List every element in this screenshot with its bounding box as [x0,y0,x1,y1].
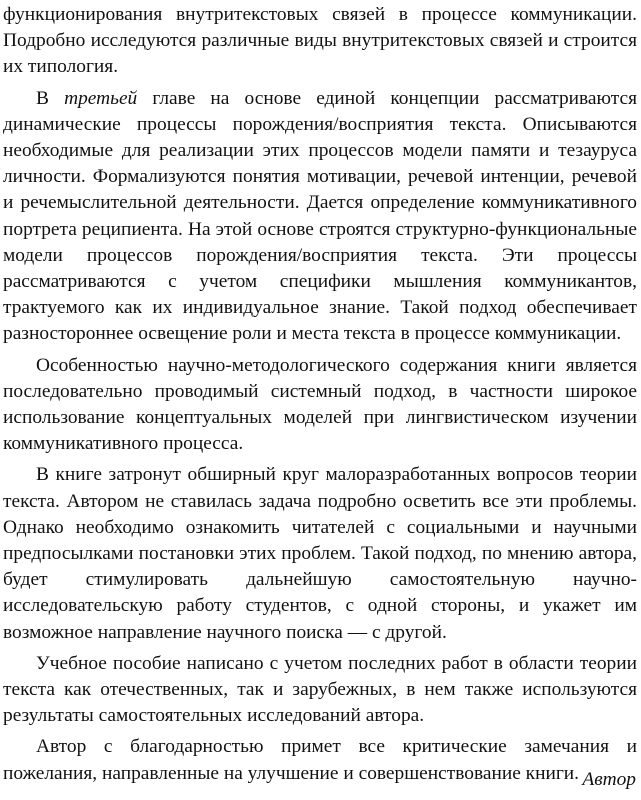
paragraph-sources: Учебное пособие написано с учетом последних работ в области теории текста как отечественных, так и зарубежных, в нем также используются результаты самостоятельных исследований автора. [3,652,637,727]
paragraph-text: В [36,87,65,109]
paragraph-issues: В книге затронут обширный круг малоразработанных вопросов теории текста. Автором не ставилась задача подробно осветить все эти проблемы. Однако необходимо ознакомить читателей с социальными и научными предпосылками постановки этих проблем. Такой подход, по мнению автора, будет стимулировать дальнейшую самостоятельную научно-исследовательскую работу студентов, с одной стороны, и укажет им возможное направление научного поиска — с другой. [3,464,637,643]
paragraph-continuation: функционирования внутритекстовых связей в процессе коммуникации. Подробно исследуются различные виды внутритекстовых связей и строится их типология. [3,4,637,78]
paragraph-third-chapter [3,86,637,348]
author-signature: Автор [582,769,636,790]
document-page [3,0,637,787]
paragraph-gratitude: Автор с благодарностью примет все критические замечания и пожелания, направленные на улучшение и совершенствование книги. [3,736,637,784]
paragraph-methodology: Особенностью научно-методологического содержания книги является последовательно проводимый системный подход, в частности широкое использование концептуальных моделей при лингвистическом изучении коммуникативного процесса. [3,354,637,455]
paragraph-text: главе на основе единой концепции рассматриваются динамические процессы порождения/восприятия текста. Описываются необходимые для реализации этих процессов модели памяти и тезауруса личности. Формализуются понятия мотивации, речевой интенции, речевой и речемыслительной деятельности. Дается определение коммуникативного портрета реципиента. На этой основе строятся структурно-функциональные модели процессов порождения/восприятия текста. Эти процессы рассматриваются с учетом специфики мышления коммуникантов, трактуемого как их индивидуальное знание. Такой подход обеспечивает разностороннее освещение роли и места текста в процессе коммуникации. [3,87,638,345]
emphasis-text: третьей [64,87,138,109]
